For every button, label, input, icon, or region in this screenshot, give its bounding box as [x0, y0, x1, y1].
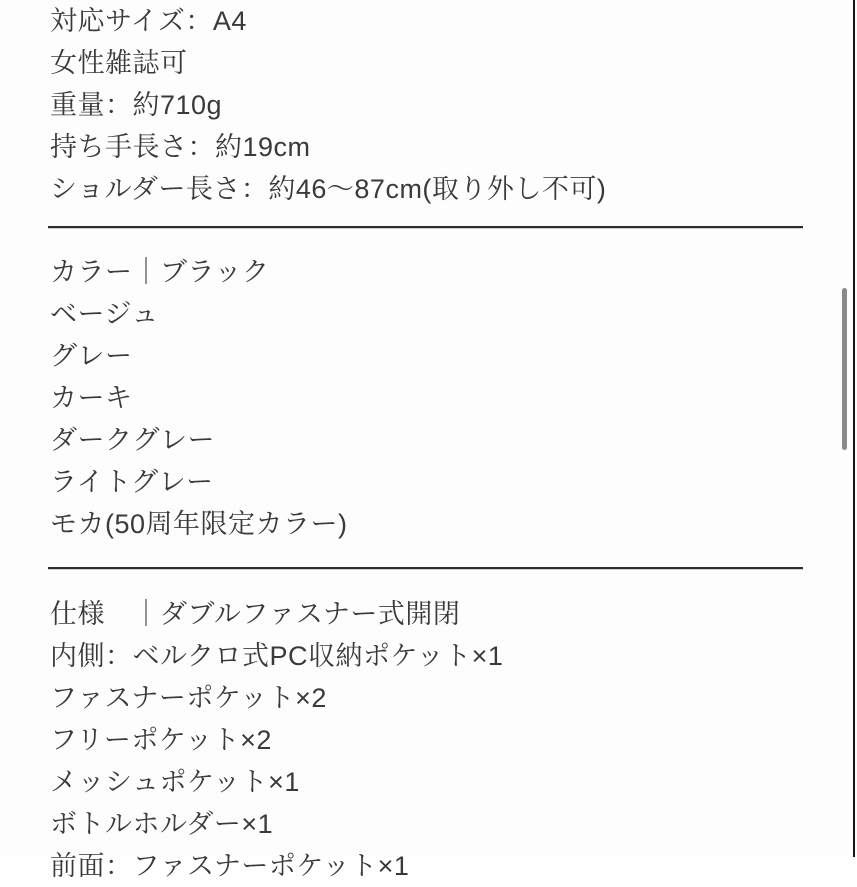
color-line-gray: グレー	[50, 341, 133, 371]
color-line-khaki: カーキ	[50, 383, 133, 413]
scrollbar-thumb[interactable]	[842, 288, 847, 450]
section-colors	[50, 251, 857, 545]
spec-line-free-pockets: フリーポケット×2	[50, 725, 272, 755]
section-divider	[48, 226, 803, 228]
spec-line-handle-length: 持ち手長さ：約19cm	[50, 132, 311, 162]
page-right-border	[853, 0, 855, 857]
section-size-weight	[50, 0, 857, 210]
spec-line-weight: 重量：約710g	[50, 90, 223, 120]
color-line-dark-gray: ダークグレー	[50, 425, 215, 455]
spec-line-mesh-pocket: メッシュポケット×1	[50, 767, 300, 797]
section-specifications	[50, 593, 857, 887]
spec-line-closure: 仕様 ｜ダブルファスナー式開閉	[50, 599, 461, 629]
color-line-light-gray: ライトグレー	[50, 467, 214, 497]
spec-line-zip-pockets: ファスナーポケット×2	[50, 683, 327, 713]
spec-line-inner-pc-pocket: 内側：ベルクロ式PC収納ポケット×1	[50, 641, 504, 671]
spec-line-magazine: 女性雑誌可	[50, 48, 188, 78]
section-divider	[48, 567, 803, 569]
color-line-beige: ベージュ	[50, 299, 159, 329]
color-line-black: カラー｜ブラック	[50, 257, 270, 287]
spec-line-front-pocket: 前面：ファスナーポケット×1	[50, 851, 410, 881]
color-line-mocha: モカ(50周年限定カラー)	[50, 509, 348, 539]
spec-line-shoulder-length: ショルダー長さ：約46〜87cm(取り外し不可)	[50, 174, 607, 204]
spec-line-bottle-holder: ボトルホルダー×1	[50, 809, 274, 839]
spec-line-compatible-size: 対応サイズ：A4	[50, 6, 247, 36]
